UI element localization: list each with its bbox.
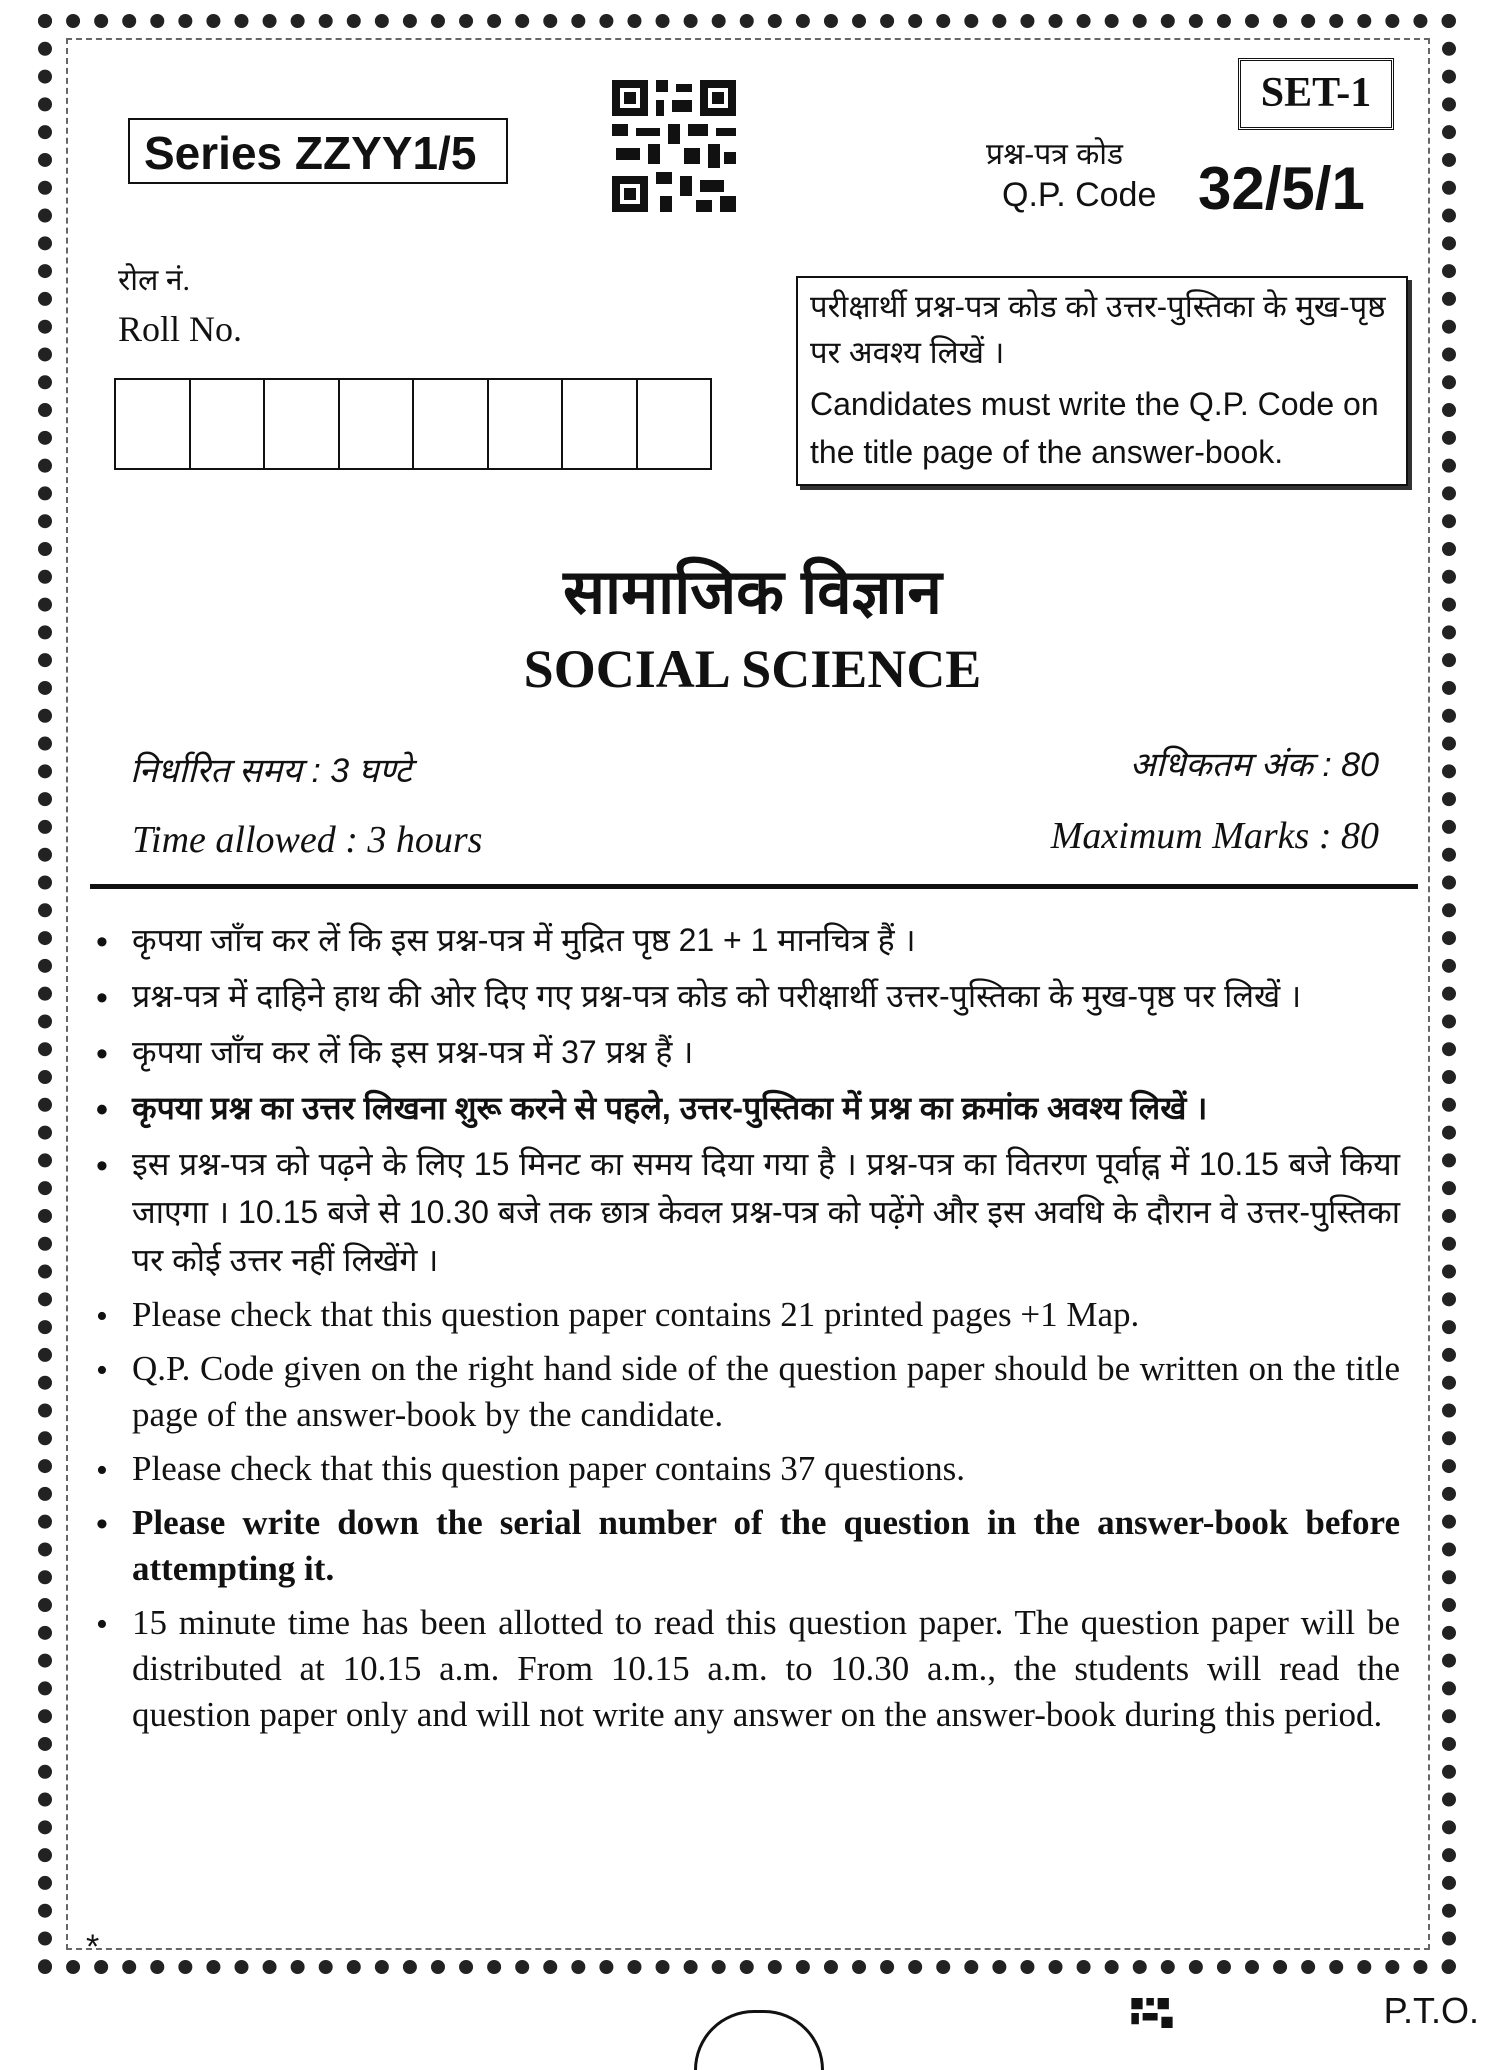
roll-no-label-hindi: रोल नं. — [118, 264, 191, 297]
roll-no-cell — [489, 380, 564, 468]
series-label: Series ZZYY1/5 — [128, 118, 508, 184]
instructions-list — [90, 916, 1400, 1746]
pto-label: P.T.O. — [1383, 1990, 1479, 2031]
footer-star: * — [86, 1928, 100, 1966]
roll-no-cell — [116, 380, 191, 468]
roll-no-cell — [265, 380, 340, 468]
instruction-item: • कृपया जाँच कर लें कि इस प्रश्न-पत्र में मुद्रित पृष्ठ 21 + 1 मानचित्र हैं । — [90, 916, 1400, 964]
instruction-item: • Please check that this question paper contains 21 printed pages +1 Map. — [90, 1292, 1400, 1338]
subject-title-english: SOCIAL SCIENCE — [523, 639, 982, 699]
divider-line — [90, 884, 1418, 889]
roll-no-cell — [563, 380, 638, 468]
roll-no-label: Roll No. — [118, 309, 243, 349]
maximum-marks-hindi: अधिकतम अंक : 80 — [1129, 746, 1379, 784]
qp-code-label: Q.P. Code — [1002, 176, 1157, 214]
roll-no-boxes — [114, 378, 712, 470]
time-allowed-hindi: निर्धारित समय : 3 घण्टे — [130, 752, 412, 790]
notice-english: Candidates must write the Q.P. Code on the title page of the answer-book. — [810, 386, 1379, 470]
time-allowed-english: Time allowed : 3 hours — [132, 819, 483, 861]
instruction-item: • Please check that this question paper contains 37 questions. — [90, 1446, 1400, 1492]
small-qr-icon — [1130, 1998, 1174, 2028]
notice-hindi: परीक्षार्थी प्रश्न-पत्र कोड को उत्तर-पुस्तिका के मुख-पृष्ठ पर अवश्य लिखें । — [810, 289, 1386, 370]
qp-code-label-hindi: प्रश्न-पत्र कोड — [986, 138, 1124, 171]
page-number-arc — [694, 2010, 824, 2070]
instruction-item: • कृपया प्रश्न का उत्तर लिखना शुरू करने से पहले, उत्तर-पुस्तिका में प्रश्न का क्रमांक अवश्य लिखें । — [90, 1084, 1400, 1132]
maximum-marks-english: Maximum Marks : 80 — [1050, 815, 1379, 857]
instruction-item: • प्रश्न-पत्र में दाहिने हाथ की ओर दिए गए प्रश्न-पत्र कोड को परीक्षार्थी उत्तर-पुस्तिका के मुख-पृष्ठ पर लिखें । — [90, 972, 1400, 1020]
roll-no-cell — [340, 380, 415, 468]
roll-no-cell — [191, 380, 266, 468]
instruction-item: • Q.P. Code given on the right hand side of the question paper should be written on the title page of the answer-book by the candidate. — [90, 1346, 1400, 1438]
qr-code-icon — [608, 76, 740, 216]
qp-code-value: 32/5/1 — [1198, 155, 1365, 222]
candidate-notice — [796, 276, 1408, 486]
roll-no-cell — [638, 380, 711, 468]
instruction-item: • Please write down the serial number of the question in the answer-book before attempting it. — [90, 1500, 1400, 1592]
instruction-item: • इस प्रश्न-पत्र को पढ़ने के लिए 15 मिनट का समय दिया गया है । प्रश्न-पत्र का वितरण पूर्वाह्न में 10.15 बजे किया जाएगा । 10.15 बजे से 10.30 बजे तक छात्र केवल प्रश्न-पत्र को पढ़ेंगे और इस अवधि के दौरान वे उत्तर-पुस्तिका पर कोई उत्तर नहीं लिखेंगे । — [90, 1140, 1400, 1284]
subject-title-hindi: सामाजिक विज्ञान — [563, 558, 942, 627]
set-label: SET-1 — [1238, 58, 1394, 130]
instruction-item: • कृपया जाँच कर लें कि इस प्रश्न-पत्र में 37 प्रश्न हैं । — [90, 1028, 1400, 1076]
instruction-item: • 15 minute time has been allotted to read this question paper. The question paper will be distributed at 10.15 a.m. From 10.15 a.m. to 10.30 a.m., the students will read the question paper only and will not write any answer on the answer-book during this period. — [90, 1600, 1400, 1738]
roll-no-cell — [414, 380, 489, 468]
